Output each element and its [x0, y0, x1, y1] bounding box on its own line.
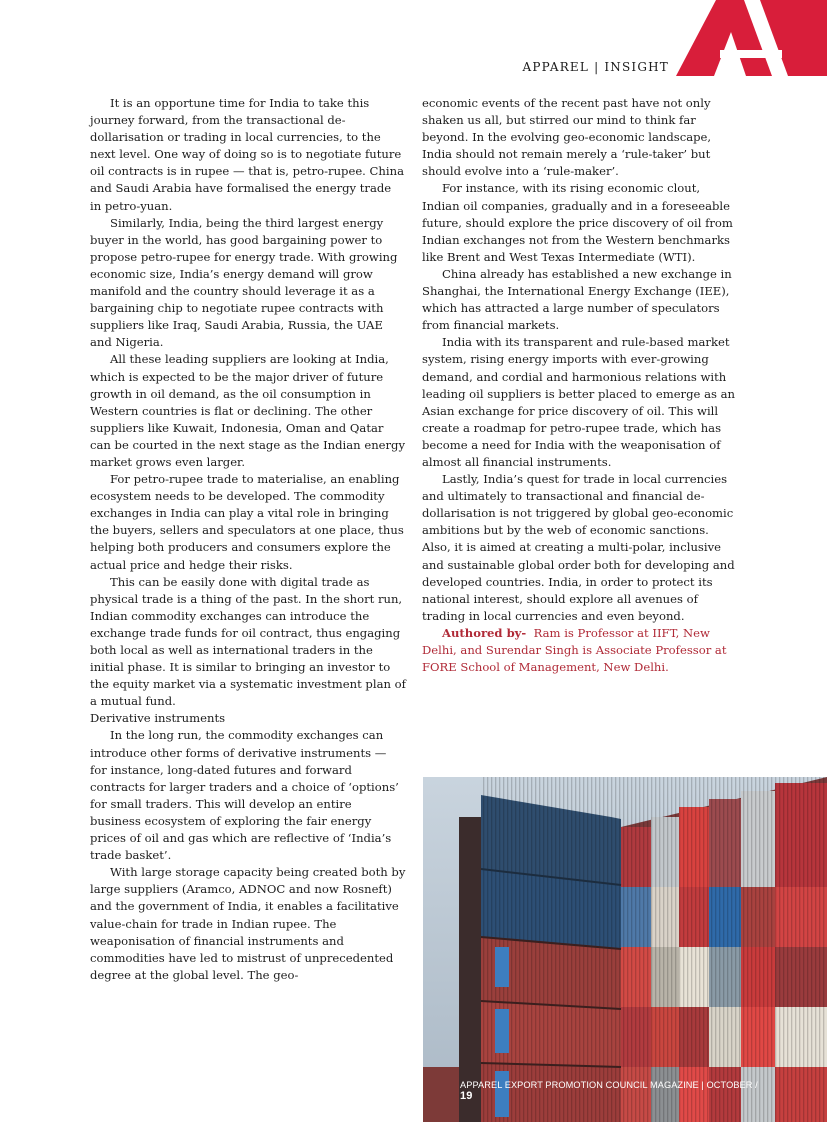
byline-text: Ram is Professor at IIFT, New Delhi, and Surendar Singh is Associate Professor at FORE School of Management, New Delhi. — [422, 625, 727, 675]
paragraph: With large storage capacity being created both by large suppliers (Aramco, ADNOC and now Rosneft) and the government of India, it enables a facilitative value-chain for trade in Indian rupee. The weaponisation of financial instruments and commodities have led to mistrust of unprecedented degree at the global level. The geo- — [90, 865, 406, 982]
footer-text: APPAREL EXPORT PROMOTION COUNCIL MAGAZINE | OCTOBER / — [460, 1080, 758, 1090]
paragraph: For petro-rupee trade to materialise, an enabling ecosystem needs to be developed. The commodity exchanges in India can play a vital role in bringing the buyers, sellers and speculators at one place, thus helping both producers and consumers explore the actual price and hedge their risks. — [90, 472, 404, 572]
paragraph: This can be easily done with digital trade as physical trade is a thing of the past. In the short run, Indian commodity exchanges can introduce the exchange trade funds for oil contract, thus engaging both local as well as international traders in the initial phase. It is similar to bringing an investor to the equity market via a systematic investment plan of a mutual fund. — [90, 574, 406, 709]
section-label: APPAREL | INSIGHT — [522, 60, 669, 74]
paragraph: India with its transparent and rule-based market system, rising energy imports with ever-growing demand, and cordial and harmonious relations with leading oil suppliers is better placed to emerge as an Asian exchange for price discovery of oil. This will create a roadmap for petro-rupee trade, which has become a need for India with the weaponisation of almost all financial instruments. — [422, 335, 735, 469]
paragraph: It is an opportune time for India to take this journey forward, from the transactional de-dollarisation or trading in local currencies, to the next level. One way of doing so is to negotiate future oil contracts is in rupee — that is, petro-rupee. China and Saudi Arabia have formalised the energy trade in petro-yuan. — [90, 96, 404, 213]
author-byline — [422, 625, 738, 676]
paragraph: For instance, with its rising economic clout, Indian oil companies, gradually and in a foreseeable future, should explore the price discovery of oil from Indian exchanges not from the Western benchmarks like Brent and West Texas Intermediate (WTI). — [422, 181, 733, 264]
magazine-A-logo-icon — [676, 0, 827, 76]
section-subheading: Derivative instruments — [90, 711, 226, 726]
byline-lead: Authored by- — [442, 625, 527, 640]
paragraph: All these leading suppliers are looking at India, which is expected to be the major driver of future growth in oil demand, as the oil consumption in Western countries is flat or declining. The other suppliers like Kuwait, Indonesia, Oman and Qatar can be courted in the next stage as the Indian energy market grows even larger. — [90, 352, 406, 469]
paragraph: Lastly, India’s quest for trade in local currencies and ultimately to transactional and financial de-dollarisation is not triggered by global geo-economic ambitions but by the web of economic sanctions. Also, it is aimed at creating a multi-polar, inclusive and sustainable global order both for developing and developed countries. India, in order to protect its national interest, should explore all avenues of trading in local currencies and even beyond. — [422, 472, 735, 623]
page-number: 19 — [460, 1090, 473, 1102]
paragraph: Similarly, India, being the third largest energy buyer in the world, has good bargaining power to propose petro-rupee for energy trade. With growing economic size, India’s energy demand will grow manifold and the country should leverage it as a bargaining chip to negotiate rupee contracts with suppliers like Iraq, Saudi Arabia, Russia, the UAE and Nigeria. — [90, 215, 398, 350]
stacked-shipping-containers-photo — [423, 777, 827, 1122]
paragraph-continuation: economic events of the recent past have not only shaken us all, but stirred our mind to think far beyond. In the evolving geo-economic landscape, India should not remain merely a ‘rule-taker’ but should evolve into a ‘rule-maker’. — [422, 96, 712, 179]
article-left-column — [90, 95, 406, 984]
paragraph: In the long run, the commodity exchanges can introduce other forms of derivative instruments — for instance, long-dated futures and forward contracts for larger traders and a choice of ‘options’ for small traders. This will develop an entire business ecosystem of exploring the fair energy prices of oil and gas which are reflective of ‘India’s trade basket’. — [90, 728, 399, 863]
paragraph: China already has established a new exchange in Shanghai, the International Energy Exchange (IEE), which has attracted a large number of speculators from financial markets. — [422, 266, 732, 333]
article-right-column — [422, 95, 738, 676]
page-footer — [460, 1080, 760, 1102]
